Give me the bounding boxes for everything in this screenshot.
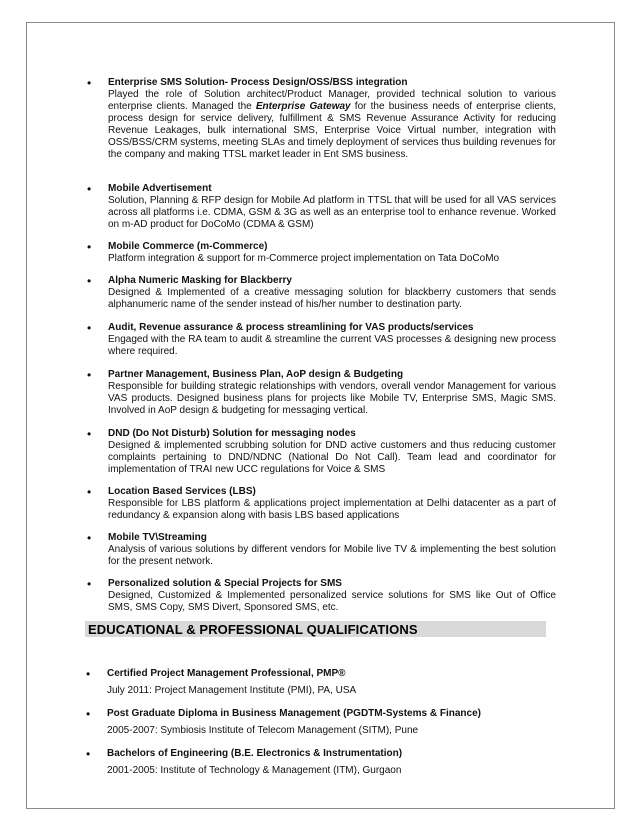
project-description: Designed & Implemented of a creative messaging solution for blackberry customers that sends alphanumeric name of the sender instead of his/her number to destination party. [108,287,556,310]
project-description: Solution, Planning & RFP design for Mobile Ad platform in TTSL that will be used for all VAS services across all platforms i.e. CDMA, GSM & 3G as well as an enterprise tool to enhance revenue. Worked on m-AD product for DoCoMo (CDMA & GSM) [108,195,556,230]
bullet: • [87,240,92,254]
bullet: • [87,76,92,90]
education-detail: 2001-2005: Institute of Technology & Management (ITM), Gurgaon [107,765,402,776]
project-title: Personalized solution & Special Projects for SMS [108,578,342,589]
bullet: • [87,274,92,288]
bullet: • [86,747,91,761]
project-title: Partner Management, Business Plan, AoP design & Budgeting [108,369,404,380]
project-description: Responsible for building strategic relationships with vendors, overall vendor Management for various VAS products. Designed business plans for projects like Mobile TV, Enterprise SMS, Magic SMS. Involved in AoP design & budgeting for messaging vertical. [108,381,556,416]
education-detail: July 2011: Project Management Institute (PMI), PA, USA [107,685,357,696]
project-description: Platform integration & support for m-Commerce project implementation on Tata DoCoMo [108,253,500,264]
project-title: Alpha Numeric Masking for Blackberry [108,275,292,286]
bullet: • [86,667,91,681]
education-detail: 2005-2007: Symbiosis Institute of Telecom Management (SITM), Pune [107,725,419,736]
education-item [86,747,555,777]
education-title: Post Graduate Diploma in Business Management (PGDTM-Systems & Finance) [107,708,481,719]
bullet: • [87,427,92,441]
project-description: Responsible for LBS platform & applications project implementation at Delhi datacenter as a part of redundancy & expansion along with basis LBS based applications [108,498,556,521]
project-title: Mobile Commerce (m-Commerce) [108,241,268,252]
bullet: • [87,182,92,196]
project-title: Mobile TV\Streaming [108,532,207,543]
project-title: Enterprise SMS Solution- Process Design/OSS/BSS integration [108,77,408,88]
enterprise-gateway-emphasis: Enterprise Gateway [255,101,351,112]
education-item [86,707,555,737]
education-title: Bachelors of Engineering (B.E. Electronics & Instrumentation) [107,748,403,759]
project-description: Designed & implemented scrubbing solution for DND active customers and thus reducing customer complaints pertaining to DND/NDNC (National Do Not Call). Team lead and coordinator for implementation of TRAI new UCC regulations for Voice & SMS [108,440,556,475]
project-title: Location Based Services (LBS) [108,486,256,497]
section-heading-education: EDUCATIONAL & PROFESSIONAL QUALIFICATIONS [88,622,418,637]
project-description: Analysis of various solutions by different vendors for Mobile live TV & implementing the best solution for the present network. [108,544,556,567]
description-text: Played the role of Solution architect/Product Manager, provided technical solution to various enterprise clients. Managed the [108,89,556,112]
bullet: • [87,368,92,382]
bullet: • [87,485,92,499]
bullet: • [87,531,92,545]
project-title: DND (Do Not Disturb) Solution for messaging nodes [108,428,356,439]
project-description: Engaged with the RA team to audit & streamline the current VAS processes & designing new process where required. [108,334,556,357]
bullet: • [87,321,92,335]
description-text: for the business needs of enterprise clients, process design for service delivery, fulfillment & SMS Revenue Assurance Activity for reducing Revenue Leakages, bulk international SMS, Enterprise Voice Virtual number, integration with OSS/BSS/CRM systems, meeting SLAs and timely deployment of services thus building revenues for the company and making TTSL market leader in Ent SMS business. [108,101,556,160]
project-description: Designed, Customized & Implemented personalized service solutions for SMS like Out of Office SMS, SMS Copy, SMS Divert, Sponsored SMS, etc. [108,590,556,613]
project-title: Mobile Advertisement [108,183,212,194]
education-section [26,22,615,809]
bullet: • [87,577,92,591]
education-item [86,667,555,697]
education-title: Certified Project Management Professional, PMP® [107,668,346,679]
bullet: • [86,707,91,721]
project-title: Audit, Revenue assurance & process streamlining for VAS products/services [108,322,474,333]
